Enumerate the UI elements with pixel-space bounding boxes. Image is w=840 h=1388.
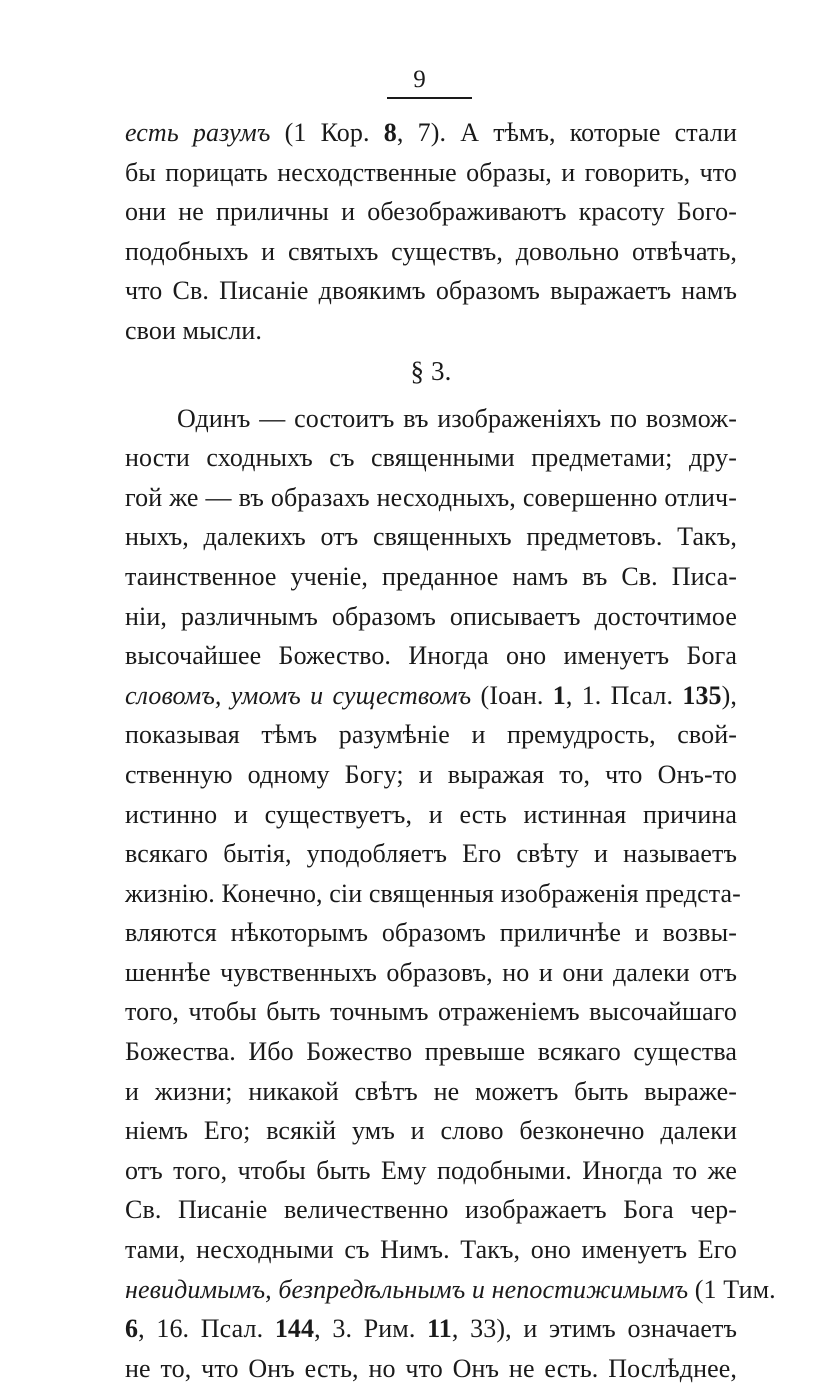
text-line: таинственное ученіе, преданное намъ въ Св. Писа- bbox=[125, 561, 737, 591]
text-line: Божества. Ибо Божество превыше всякаго существа bbox=[125, 1037, 737, 1067]
text-line: и жизни; никакой свѣтъ не можетъ быть выраже- bbox=[125, 1076, 737, 1106]
text-line: не то, что Онъ есть, но что Онъ не есть. Послѣднее, bbox=[125, 1353, 737, 1383]
text-line: истинно и существуетъ, и есть истинная причина bbox=[125, 799, 737, 829]
text-line: Св. Писаніе величественно изображаетъ Бога чер- bbox=[125, 1195, 737, 1225]
text-line: Одинъ — состоитъ въ изображеніяхъ по возмож- bbox=[177, 403, 737, 433]
text-run: (1 Тим. bbox=[688, 1274, 776, 1304]
text-run: , 16. Псал. bbox=[138, 1314, 275, 1344]
text-line: показывая тѣмъ разумѣніе и премудрость, свой- bbox=[125, 720, 737, 750]
header-rule bbox=[387, 97, 472, 99]
italic-phrase: невидимымъ, безпредѣльнымъ и непостижимымъ bbox=[125, 1274, 689, 1304]
text-line bbox=[125, 676, 737, 716]
text-line: гой же — въ образахъ несходныхъ, совершенно отлич- bbox=[125, 482, 737, 512]
text-line: что Св. Писаніе двоякимъ образомъ выражаетъ намъ bbox=[125, 276, 737, 306]
section-heading: § 3. bbox=[410, 355, 452, 386]
text-line: ности сходныхъ съ священными предметами; дру- bbox=[125, 443, 737, 473]
text-line: жизнію. Конечно, сіи священныя изображенія предста- bbox=[125, 878, 741, 908]
text-run: , 1. Псал. bbox=[565, 680, 683, 710]
text-line: тами, несходными съ Нимъ. Такъ, оно именуетъ Его bbox=[125, 1235, 737, 1265]
text-line: ныхъ, далекихъ отъ священныхъ предметовъ. Такъ, bbox=[125, 522, 737, 552]
page-number: 9 bbox=[413, 66, 427, 93]
text-line: ніемъ Его; всякій умъ и слово безконечно далеки bbox=[125, 1116, 737, 1146]
bold-number: 135 bbox=[682, 680, 722, 710]
text-line bbox=[125, 1309, 737, 1349]
text-line: всякаго бытія, уподобляетъ Его свѣту и называетъ bbox=[125, 839, 737, 869]
bold-number: 6 bbox=[125, 1314, 139, 1344]
body-text bbox=[125, 113, 776, 1388]
italic-phrase: словомъ, умомъ и существомъ bbox=[125, 680, 472, 710]
text-run: , 3. Рим. bbox=[314, 1314, 428, 1344]
text-run: (Іоан. bbox=[471, 680, 553, 710]
text-line: ственную одному Богу; и выражая то, что Онъ-то bbox=[125, 759, 737, 789]
text-run: , 33), и этимъ означаетъ bbox=[451, 1314, 738, 1344]
bold-number: 1 bbox=[552, 680, 566, 710]
text-line: вляются нѣкоторымъ образомъ приличнѣе и возвы- bbox=[125, 918, 737, 948]
text-line: того, чтобы быть точнымъ отраженіемъ высочайшаго bbox=[125, 997, 737, 1027]
text-run: ), bbox=[721, 680, 738, 710]
bold-number: 144 bbox=[274, 1314, 315, 1344]
text-run: (1 Кор. bbox=[270, 118, 384, 147]
text-line: ніи, различнымъ образомъ описываетъ досточтимое bbox=[125, 601, 737, 631]
text-line: высочайшее Божество. Иногда оно именуетъ Бога bbox=[125, 641, 737, 671]
bold-number: 11 bbox=[427, 1314, 452, 1344]
text-line: они не приличны и обезображиваютъ красоту Бого- bbox=[125, 197, 737, 227]
text-run: , 7). А тѣмъ, которые стали bbox=[396, 118, 737, 147]
text-line: свои мысли. bbox=[125, 315, 263, 345]
text-line bbox=[125, 1270, 776, 1310]
text-line: подобныхъ и святыхъ существъ, довольно отвѣчать, bbox=[125, 236, 737, 266]
italic-phrase: есть разумъ bbox=[125, 118, 271, 147]
text-line bbox=[125, 113, 737, 153]
text-line: отъ того, чтобы быть Ему подобными. Иногда то же bbox=[125, 1155, 737, 1185]
text-line: шеннѣе чувственныхъ образовъ, но и они далеки отъ bbox=[125, 957, 737, 987]
bold-number: 8 bbox=[383, 118, 397, 147]
text-line: бы порицать несходственные образы, и говорить, что bbox=[125, 157, 737, 187]
